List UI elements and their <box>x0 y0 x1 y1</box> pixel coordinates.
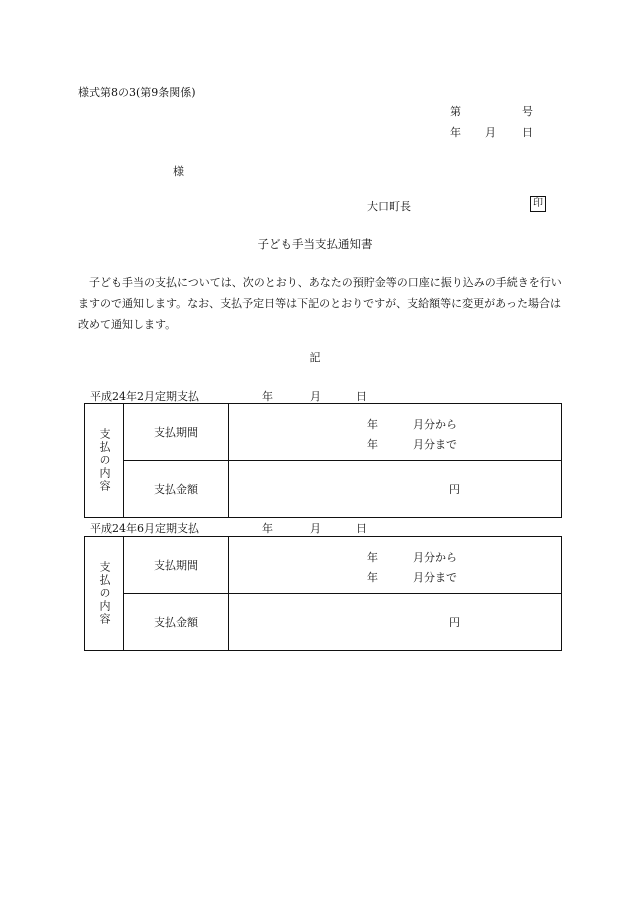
period-to-year: 年 <box>367 571 378 584</box>
payment-table-2 <box>84 536 562 651</box>
payment-day: 日 <box>356 390 367 403</box>
period-from: 月分から <box>413 551 457 564</box>
payment-year: 年 <box>262 390 273 403</box>
issue-date-row <box>450 124 540 140</box>
issue-month: 月 <box>485 126 496 139</box>
payment-year: 年 <box>262 522 273 535</box>
issue-day: 日 <box>522 126 533 139</box>
side-label: 支払の内容 <box>98 561 111 626</box>
ki-heading: 記 <box>309 351 321 364</box>
amount-label: 支払金額 <box>124 461 229 518</box>
number-prefix: 第 <box>450 105 461 118</box>
document-title: 子ども手当支払通知書 <box>257 237 373 251</box>
seal-mark: 印 <box>530 196 546 212</box>
body-paragraph: 子ども手当の支払については、次のとおり、あなたの預貯金等の口座に振り込みの手続きを行いますので通知します。なお、支払予定日等は下記のとおりですが、支給額等に変更があった場合は改めて通知します。 <box>78 276 562 331</box>
period-label: 支払期間 <box>124 404 229 461</box>
payment-heading-label: 平成24年6月定期支払 <box>90 522 199 535</box>
period-from-year: 年 <box>367 551 378 564</box>
side-label-cell <box>85 537 124 651</box>
side-label: 支払の内容 <box>98 428 111 493</box>
recipient-honorific: 様 <box>173 165 184 178</box>
period-to: 月分まで <box>413 571 457 584</box>
payment-heading-label: 平成24年2月定期支払 <box>90 390 199 403</box>
period-label: 支払期間 <box>124 537 229 594</box>
period-value-cell <box>229 404 562 461</box>
yen-unit: 円 <box>449 616 460 629</box>
payment-table-1 <box>84 403 562 518</box>
period-to: 月分まで <box>413 438 457 451</box>
document-number-row <box>450 103 540 119</box>
period-from: 月分から <box>413 418 457 431</box>
issue-year: 年 <box>450 126 461 139</box>
payment-month: 月 <box>310 522 321 535</box>
period-value-cell <box>229 537 562 594</box>
amount-value-cell <box>229 594 562 651</box>
payment-day: 日 <box>356 522 367 535</box>
period-to-year: 年 <box>367 438 378 451</box>
form-number: 様式第8の3(第9条関係) <box>78 86 196 99</box>
amount-label: 支払金額 <box>124 594 229 651</box>
period-from-year: 年 <box>367 418 378 431</box>
issuer-name: 大口町長 <box>367 200 411 213</box>
payment-month: 月 <box>310 390 321 403</box>
number-suffix: 号 <box>522 105 533 118</box>
yen-unit: 円 <box>449 483 460 496</box>
amount-value-cell <box>229 461 562 518</box>
side-label-cell <box>85 404 124 518</box>
